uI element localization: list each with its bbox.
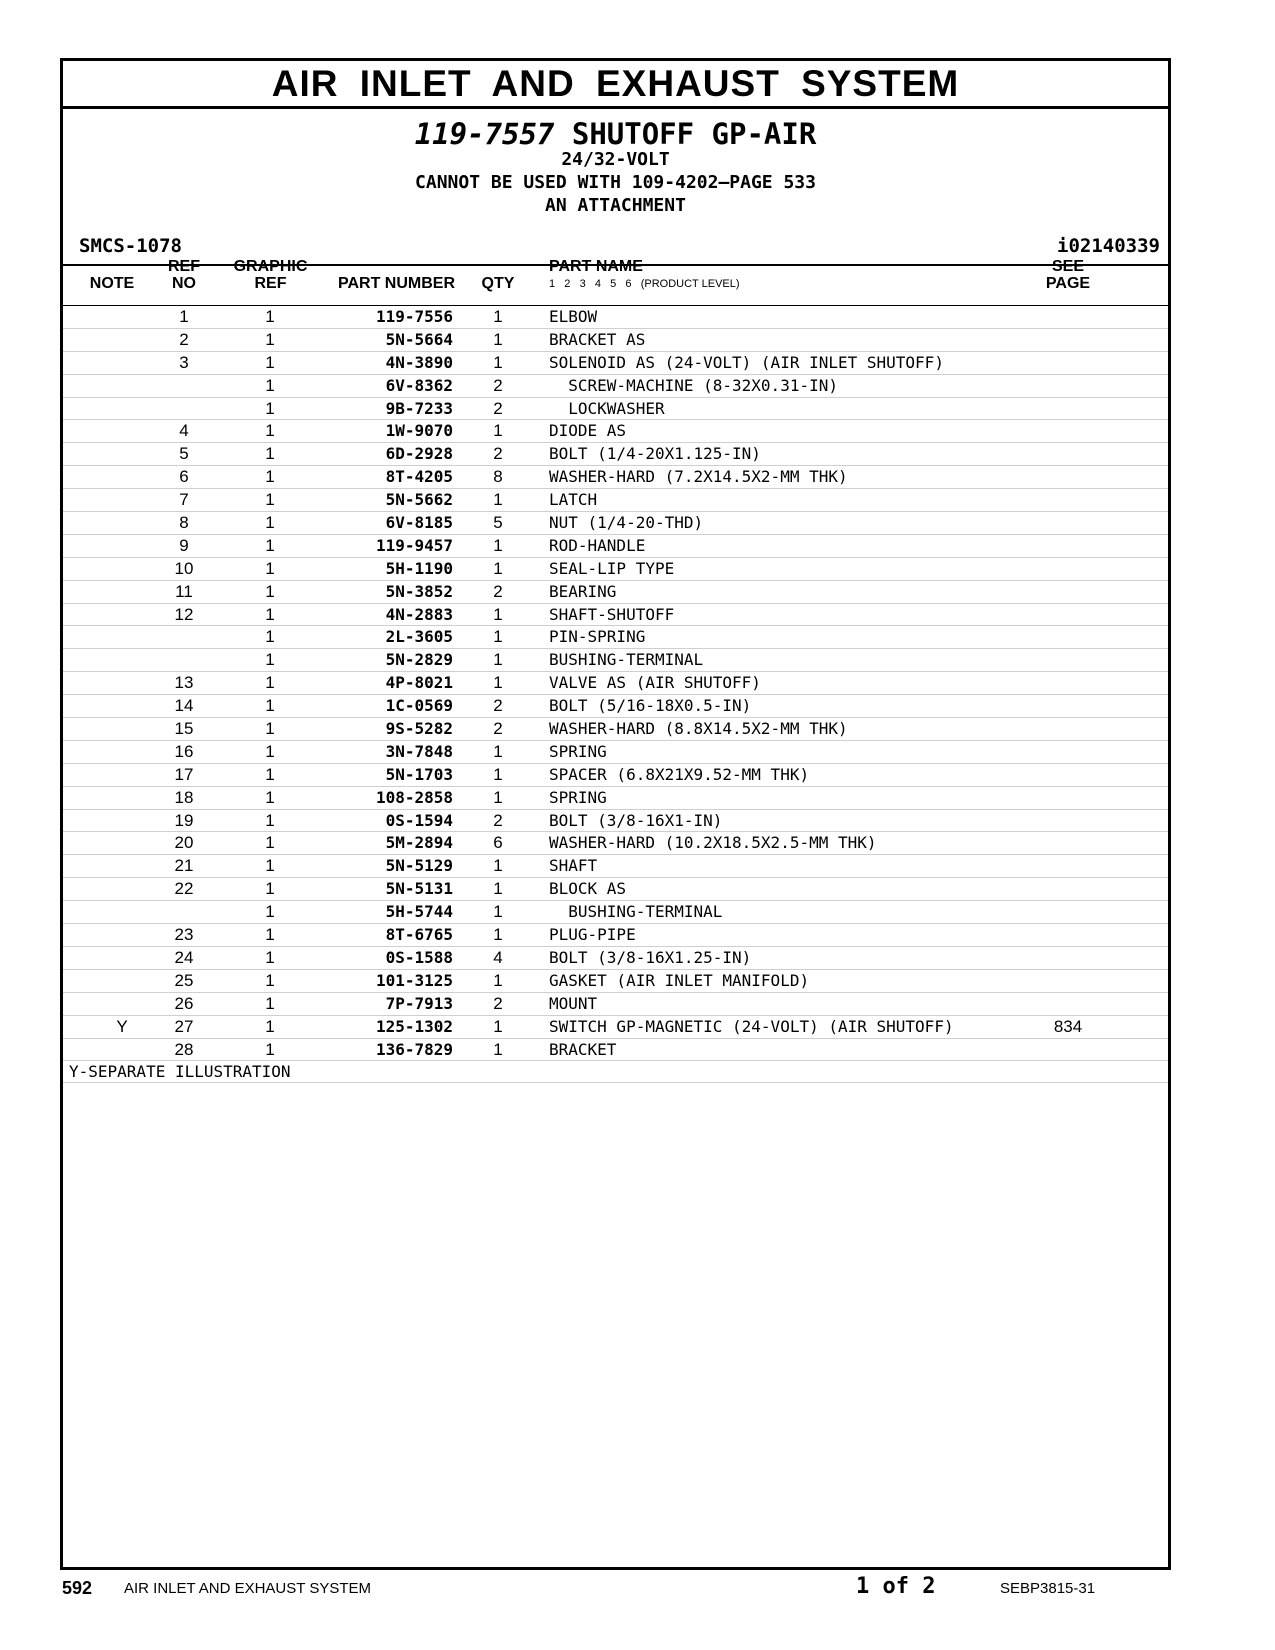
footer-doc-code: SEBP3815-31 xyxy=(1000,1580,1096,1597)
document-id: i02140339 xyxy=(1057,235,1160,257)
qty-cell: 1 xyxy=(493,970,503,990)
qty-cell: 5 xyxy=(493,513,503,533)
ref-no-cell: 15 xyxy=(174,719,194,739)
part-name-cell: SOLENOID AS (24-VOLT) (AIR INLET SHUTOFF) xyxy=(549,352,944,372)
part-number-cell: 5H-1190 xyxy=(385,558,453,578)
part-name-cell: BRACKET xyxy=(549,1039,617,1059)
graphic-ref-cell: 1 xyxy=(265,467,275,487)
footer-page-number: 592 xyxy=(62,1578,93,1598)
ref-no-cell: 1 xyxy=(179,307,189,326)
ref-no-cell: 19 xyxy=(174,810,194,830)
parts-table xyxy=(63,306,1168,1083)
table-row xyxy=(63,558,1168,581)
ref-no-cell: 2 xyxy=(179,329,189,349)
ref-no-cell: 16 xyxy=(174,741,194,761)
footer-page-of: 1 of 2 xyxy=(856,1574,936,1599)
qty-cell: 1 xyxy=(493,627,503,647)
graphic-ref-cell: 1 xyxy=(265,581,275,601)
ref-no-cell: 11 xyxy=(175,581,193,601)
col-note-header: NOTE xyxy=(89,275,135,292)
part-name-cell: VALVE AS (AIR SHUTOFF) xyxy=(549,673,761,693)
part-number-cell: 1W-9070 xyxy=(385,421,453,441)
qty-cell: 1 xyxy=(493,307,503,326)
graphic-ref-cell: 1 xyxy=(265,1016,275,1036)
table-row xyxy=(63,466,1168,489)
group-heading xyxy=(63,117,1168,151)
voltage-line: 24/32-VOLT xyxy=(561,149,670,170)
qty-cell: 1 xyxy=(493,421,503,441)
qty-cell: 8 xyxy=(493,467,503,487)
qty-cell: 1 xyxy=(493,558,503,578)
part-name-cell: SPRING xyxy=(549,741,607,761)
graphic-ref-cell: 1 xyxy=(265,810,275,830)
part-name-cell: SPRING xyxy=(549,787,607,807)
part-number-cell: 5M-2894 xyxy=(385,833,453,853)
part-name-cell: SHAFT xyxy=(549,856,598,876)
table-row xyxy=(63,901,1168,924)
part-number-cell: 6D-2928 xyxy=(385,444,453,464)
part-number-cell: 5N-1703 xyxy=(385,764,453,784)
part-number-cell: 2L-3605 xyxy=(385,627,453,647)
graphic-ref-cell: 1 xyxy=(265,993,275,1013)
part-number-cell: 1C-0569 xyxy=(385,696,453,716)
part-number-cell: 5N-5664 xyxy=(385,329,453,349)
graphic-ref-cell: 1 xyxy=(265,329,275,349)
part-name-cell: BOLT (3/8-16X1.25-IN) xyxy=(549,947,752,967)
qty-cell: 1 xyxy=(493,925,503,945)
part-number-cell: 6V-8362 xyxy=(385,375,453,395)
part-name-cell: BOLT (1/4-20X1.125-IN) xyxy=(549,444,761,464)
qty-cell: 1 xyxy=(493,490,503,510)
table-row xyxy=(63,352,1168,375)
table-row xyxy=(63,306,1168,329)
part-number-cell: 8T-6765 xyxy=(385,925,453,945)
group-title: SHUTOFF GP-AIR xyxy=(571,117,817,151)
qty-cell: 6 xyxy=(493,833,503,853)
table-row xyxy=(63,489,1168,512)
graphic-ref-cell: 1 xyxy=(265,947,275,967)
part-number-cell: 7P-7913 xyxy=(385,993,453,1013)
graphic-ref-cell: 1 xyxy=(265,375,275,395)
ref-no-cell: 25 xyxy=(174,970,194,990)
qty-cell: 1 xyxy=(493,604,503,624)
table-row xyxy=(63,420,1168,443)
part-number-cell: 9B-7233 xyxy=(385,398,453,418)
part-name-cell: ELBOW xyxy=(549,307,598,326)
ref-no-cell: 3 xyxy=(179,352,189,372)
attachment-note: AN ATTACHMENT xyxy=(545,195,686,216)
part-name-cell: SPACER (6.8X21X9.52-MM THK) xyxy=(549,764,810,784)
graphic-ref-cell: 1 xyxy=(265,764,275,784)
ref-no-cell: 24 xyxy=(174,947,194,967)
part-name-cell: LATCH xyxy=(549,490,598,510)
note-cell: Y xyxy=(116,1016,128,1036)
qty-cell: 1 xyxy=(493,856,503,876)
graphic-ref-cell: 1 xyxy=(265,787,275,807)
ref-no-cell: 21 xyxy=(174,856,194,876)
qty-cell: 1 xyxy=(493,352,503,372)
part-number-cell: 119-7556 xyxy=(375,307,453,326)
part-number-cell: 4N-2883 xyxy=(385,604,453,624)
part-number-cell: 9S-5282 xyxy=(385,719,453,739)
ref-no-cell: 22 xyxy=(174,879,194,899)
page-frame xyxy=(60,58,1171,1570)
table-row xyxy=(63,581,1168,604)
table-row xyxy=(63,649,1168,672)
graphic-ref-cell: 1 xyxy=(265,444,275,464)
qty-cell: 1 xyxy=(493,787,503,807)
part-name-cell: SWITCH GP-MAGNETIC (24-VOLT) (AIR SHUTOFF) xyxy=(549,1016,954,1036)
table-row xyxy=(63,741,1168,764)
graphic-ref-cell: 1 xyxy=(265,902,275,922)
table-row xyxy=(63,878,1168,901)
ref-no-cell: 13 xyxy=(174,673,194,693)
part-name-cell: SHAFT-SHUTOFF xyxy=(549,604,675,624)
qty-cell: 1 xyxy=(493,329,503,349)
qty-cell: 2 xyxy=(493,375,503,395)
qty-cell: 1 xyxy=(493,879,503,899)
part-number-cell: 101-3125 xyxy=(375,970,453,990)
section-title: AIR INLET AND EXHAUST SYSTEM xyxy=(63,61,1168,109)
graphic-ref-cell: 1 xyxy=(265,925,275,945)
table-row xyxy=(63,535,1168,558)
footer-section: AIR INLET AND EXHAUST SYSTEM xyxy=(124,1580,372,1597)
graphic-ref-cell: 1 xyxy=(265,970,275,990)
ref-no-cell: 4 xyxy=(179,421,189,441)
table-row xyxy=(63,626,1168,649)
table-row xyxy=(63,947,1168,970)
qty-cell: 1 xyxy=(493,535,503,555)
table-row xyxy=(63,970,1168,993)
qty-cell: 4 xyxy=(493,947,503,967)
part-number-cell: 119-9457 xyxy=(375,535,453,555)
graphic-ref-cell: 1 xyxy=(265,696,275,716)
group-part-number: 119-7557 xyxy=(414,117,555,151)
smcs-code: SMCS-1078 xyxy=(79,235,182,257)
qty-cell: 1 xyxy=(493,741,503,761)
table-row xyxy=(63,398,1168,421)
table-row xyxy=(63,993,1168,1016)
col-qty-header: QTY xyxy=(481,275,515,292)
ref-no-cell: 8 xyxy=(179,513,189,533)
part-name-cell: BOLT (5/16-18X0.5-IN) xyxy=(549,696,752,716)
graphic-ref-cell: 1 xyxy=(265,673,275,693)
col-part-name-header: PART NAME xyxy=(549,258,643,275)
table-row xyxy=(63,787,1168,810)
qty-cell: 1 xyxy=(493,902,503,922)
ref-no-cell: 18 xyxy=(174,787,194,807)
part-name-cell: BLOCK AS xyxy=(549,879,627,899)
table-row xyxy=(63,810,1168,833)
col-part-number-header: PART NUMBER xyxy=(337,275,455,292)
part-name-cell: NUT (1/4-20-THD) xyxy=(549,513,704,533)
ref-no-cell: 26 xyxy=(174,993,194,1013)
part-number-cell: 0S-1594 xyxy=(385,810,453,830)
graphic-ref-cell: 1 xyxy=(265,421,275,441)
part-name-cell: SCREW-MACHINE (8-32X0.31-IN) xyxy=(549,375,838,395)
qty-cell: 1 xyxy=(493,1039,503,1059)
ref-no-cell: 20 xyxy=(174,833,194,853)
graphic-ref-cell: 1 xyxy=(265,558,275,578)
table-row xyxy=(63,443,1168,466)
ref-no-cell: 7 xyxy=(179,490,189,510)
part-name-cell: WASHER-HARD (8.8X14.5X2-MM THK) xyxy=(549,719,848,739)
part-number-cell: 5H-5744 xyxy=(385,902,453,922)
graphic-ref-cell: 1 xyxy=(265,833,275,853)
qty-cell: 1 xyxy=(493,1016,503,1036)
part-number-cell: 6V-8185 xyxy=(385,513,453,533)
ref-no-cell: 10 xyxy=(174,558,194,578)
graphic-ref-cell: 1 xyxy=(265,352,275,372)
part-name-cell: BOLT (3/8-16X1-IN) xyxy=(549,810,723,830)
graphic-ref-cell: 1 xyxy=(265,490,275,510)
qty-cell: 2 xyxy=(493,581,503,601)
qty-cell: 2 xyxy=(493,993,503,1013)
col-graphic-header: GRAPHIC REF xyxy=(233,258,308,292)
part-name-cell: WASHER-HARD (7.2X14.5X2-MM THK) xyxy=(549,467,848,487)
graphic-ref-cell: 1 xyxy=(265,398,275,418)
part-name-cell: BRACKET AS xyxy=(549,329,646,349)
part-number-cell: 108-2858 xyxy=(375,787,453,807)
table-row xyxy=(63,718,1168,741)
ref-no-cell: 12 xyxy=(174,604,194,624)
footnote: Y-SEPARATE ILLUSTRATION xyxy=(63,1061,1168,1083)
part-number-cell: 125-1302 xyxy=(375,1016,453,1036)
graphic-ref-cell: 1 xyxy=(265,1039,275,1059)
part-number-cell: 5N-3852 xyxy=(385,581,453,601)
table-row xyxy=(63,832,1168,855)
part-name-cell: BEARING xyxy=(549,581,617,601)
table-row xyxy=(63,375,1168,398)
product-level-legend: 1 2 3 4 5 6 (PRODUCT LEVEL) xyxy=(549,278,740,290)
table-row xyxy=(63,512,1168,535)
qty-cell: 1 xyxy=(493,764,503,784)
qty-cell: 2 xyxy=(493,810,503,830)
part-name-cell: PIN-SPRING xyxy=(549,627,646,647)
part-name-cell: MOUNT xyxy=(549,993,598,1013)
part-name-cell: SEAL-LIP TYPE xyxy=(549,558,675,578)
ref-no-cell: 27 xyxy=(174,1016,194,1036)
part-name-cell: BUSHING-TERMINAL xyxy=(549,650,704,670)
graphic-ref-cell: 1 xyxy=(265,719,275,739)
compatibility-note: CANNOT BE USED WITH 109-4202—PAGE 533 xyxy=(415,172,816,193)
part-number-cell: 5N-5131 xyxy=(385,879,453,899)
table-row xyxy=(63,1039,1168,1062)
ref-no-cell: 28 xyxy=(174,1039,194,1059)
ref-no-cell: 6 xyxy=(179,467,189,487)
qty-cell: 1 xyxy=(493,673,503,693)
part-name-cell: DIODE AS xyxy=(549,421,627,441)
graphic-ref-cell: 1 xyxy=(265,307,275,326)
qty-cell: 2 xyxy=(493,444,503,464)
part-name-cell: LOCKWASHER xyxy=(549,398,665,418)
ref-no-cell: 17 xyxy=(174,764,194,784)
table-row xyxy=(63,695,1168,718)
part-name-cell: GASKET (AIR INLET MANIFOLD) xyxy=(549,970,810,990)
graphic-ref-cell: 1 xyxy=(265,650,275,670)
part-number-cell: 5N-5662 xyxy=(385,490,453,510)
table-row xyxy=(63,604,1168,627)
ref-no-cell: 9 xyxy=(179,535,189,555)
part-number-cell: 8T-4205 xyxy=(385,467,453,487)
graphic-ref-cell: 1 xyxy=(265,856,275,876)
graphic-ref-cell: 1 xyxy=(265,627,275,647)
table-row xyxy=(63,1016,1168,1039)
qty-cell: 2 xyxy=(493,719,503,739)
part-name-cell: WASHER-HARD (10.2X18.5X2.5-MM THK) xyxy=(549,833,877,853)
part-number-cell: 136-7829 xyxy=(375,1039,453,1059)
table-row xyxy=(63,329,1168,352)
ref-no-cell: 14 xyxy=(174,696,194,716)
table-row xyxy=(63,855,1168,878)
part-number-cell: 4N-3890 xyxy=(385,352,453,372)
graphic-ref-cell: 1 xyxy=(265,513,275,533)
qty-cell: 2 xyxy=(493,398,503,418)
part-name-cell: BUSHING-TERMINAL xyxy=(549,902,723,922)
qty-cell: 2 xyxy=(493,696,503,716)
part-name-cell: ROD-HANDLE xyxy=(549,535,646,555)
ref-no-cell: 5 xyxy=(179,444,189,464)
graphic-ref-cell: 1 xyxy=(265,535,275,555)
graphic-ref-cell: 1 xyxy=(265,604,275,624)
part-name-cell: PLUG-PIPE xyxy=(549,925,636,945)
graphic-ref-cell: 1 xyxy=(265,741,275,761)
qty-cell: 1 xyxy=(493,650,503,670)
graphic-ref-cell: 1 xyxy=(265,879,275,899)
part-number-cell: 5N-5129 xyxy=(385,856,453,876)
table-row xyxy=(63,672,1168,695)
table-row xyxy=(63,764,1168,787)
table-row xyxy=(63,924,1168,947)
col-see-page-header: SEE PAGE xyxy=(1045,258,1091,292)
col-ref-header: REF NO xyxy=(168,258,200,292)
part-number-cell: 4P-8021 xyxy=(385,673,453,693)
ref-no-cell: 23 xyxy=(174,925,194,945)
see-page-cell: 834 xyxy=(1053,1016,1083,1036)
part-number-cell: 0S-1588 xyxy=(385,947,453,967)
part-number-cell: 3N-7848 xyxy=(385,741,453,761)
part-number-cell: 5N-2829 xyxy=(385,650,453,670)
